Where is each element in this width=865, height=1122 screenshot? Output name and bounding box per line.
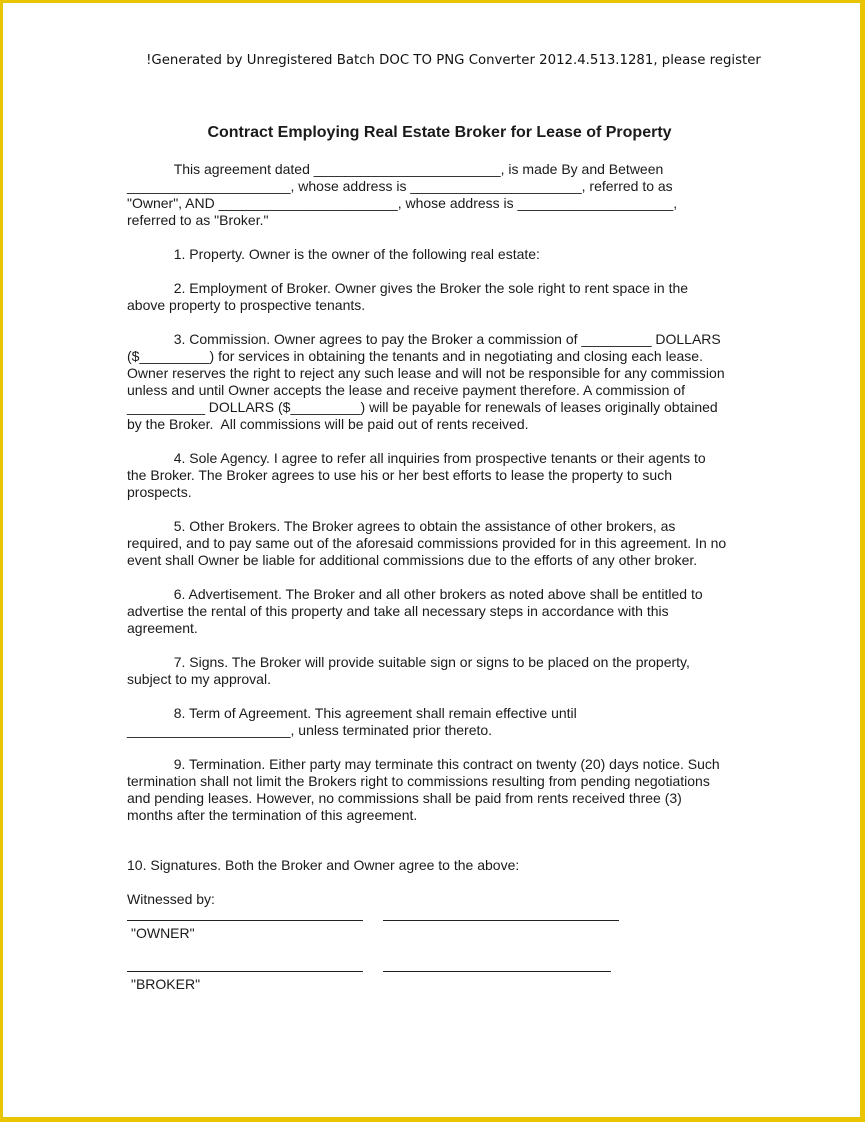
clause-line: 2. Employment of Broker. Owner gives the Broker the sole right to rent space in the [127, 280, 689, 296]
owner-signature-line[interactable] [127, 920, 363, 921]
witnessed-label: Witnessed by: [127, 891, 215, 907]
document-title: Contract Employing Real Estate Broker for Lease of Property [207, 124, 672, 141]
clause-line: agreement. [127, 620, 198, 636]
clause-advertisement [127, 586, 739, 637]
intro-line: _____________________, whose address is ______________________, referred to as [127, 178, 673, 194]
clause-line: Owner reserves the right to reject any such lease and will not be responsible for any commission [127, 365, 725, 381]
clause-line: prospects. [127, 484, 192, 500]
broker-signature-row [127, 959, 739, 976]
clause-line: 9. Termination. Either party may terminate this contract on twenty (20) days notice. Such [127, 756, 720, 772]
broker-signature-line[interactable] [127, 971, 363, 972]
clause-line: months after the termination of this agreement. [127, 807, 418, 823]
intro-line: This agreement dated ________________________, is made By and Between [127, 161, 664, 177]
intro-line: referred to as "Broker." [127, 212, 269, 228]
clause-line: _____________________, unless terminated prior thereto. [127, 722, 493, 738]
intro-paragraph [127, 161, 739, 229]
broker-witness-signature-line[interactable] [383, 971, 611, 972]
clause-line: above property to prospective tenants. [127, 297, 366, 313]
clause-commission [127, 331, 739, 433]
owner-signature-row [127, 908, 739, 925]
clause-line: unless and until Owner accepts the lease and receive payment therefore. A commission of [127, 382, 685, 398]
clause-line: the Broker. The Broker agrees to use his or her best efforts to lease the property to such [127, 467, 673, 483]
owner-label: "OWNER" [131, 925, 195, 941]
clause-line: 7. Signs. The Broker will provide suitable sign or signs to be placed on the property, [127, 654, 690, 670]
clause-property [127, 246, 739, 263]
clause-employment [127, 280, 739, 314]
clause-line: event shall Owner be liable for additional commissions due to the efforts of any other broker. [127, 552, 698, 568]
clause-line: ($_________) for services in obtaining the tenants and in negotiating and closing each lease. [127, 348, 703, 364]
clause-line: 5. Other Brokers. The Broker agrees to obtain the assistance of other brokers, as [127, 518, 676, 534]
broker-label: "BROKER" [131, 976, 201, 992]
clause-line: and pending leases. However, no commissions shall be paid from rents received three (3) [127, 790, 682, 806]
clause-other-brokers [127, 518, 739, 569]
clause-line: 1. Property. Owner is the owner of the following real estate: [127, 246, 540, 262]
clause-line: advertise the rental of this property and take all necessary steps in accordance with this [127, 603, 669, 619]
intro-line: "Owner", AND _______________________, whose address is ____________________, [127, 195, 678, 211]
document-page [3, 3, 860, 1117]
clause-line: 3. Commission. Owner agrees to pay the Broker a commission of _________ DOLLARS [127, 331, 721, 347]
converter-banner: !Generated by Unregistered Batch DOC TO PNG Converter 2012.4.513.1281, please register [146, 53, 761, 68]
clause-signatures [127, 857, 739, 874]
clause-line: 4. Sole Agency. I agree to refer all inquiries from prospective tenants or their agents to [127, 450, 706, 466]
clause-line: __________ DOLLARS ($_________) will be payable for renewals of leases originally obtained [127, 399, 718, 415]
document-body [127, 161, 739, 993]
clause-line: 6. Advertisement. The Broker and all other brokers as noted above shall be entitled to [127, 586, 703, 602]
clause-line: termination shall not limit the Brokers right to commissions resulting from pending negotiations [127, 773, 710, 789]
clause-line: by the Broker. All commissions will be paid out of rents received. [127, 416, 529, 432]
clause-term [127, 705, 739, 739]
owner-witness-signature-line[interactable] [383, 920, 619, 921]
clause-line: required, and to pay same out of the aforesaid commissions provided for in this agreement. In no [127, 535, 727, 551]
clause-sole-agency [127, 450, 739, 501]
clause-line: 10. Signatures. Both the Broker and Owner agree to the above: [127, 857, 520, 873]
clause-signs [127, 654, 739, 688]
clause-line: subject to my approval. [127, 671, 271, 687]
clause-termination [127, 756, 739, 824]
clause-line: 8. Term of Agreement. This agreement shall remain effective until [127, 705, 577, 721]
